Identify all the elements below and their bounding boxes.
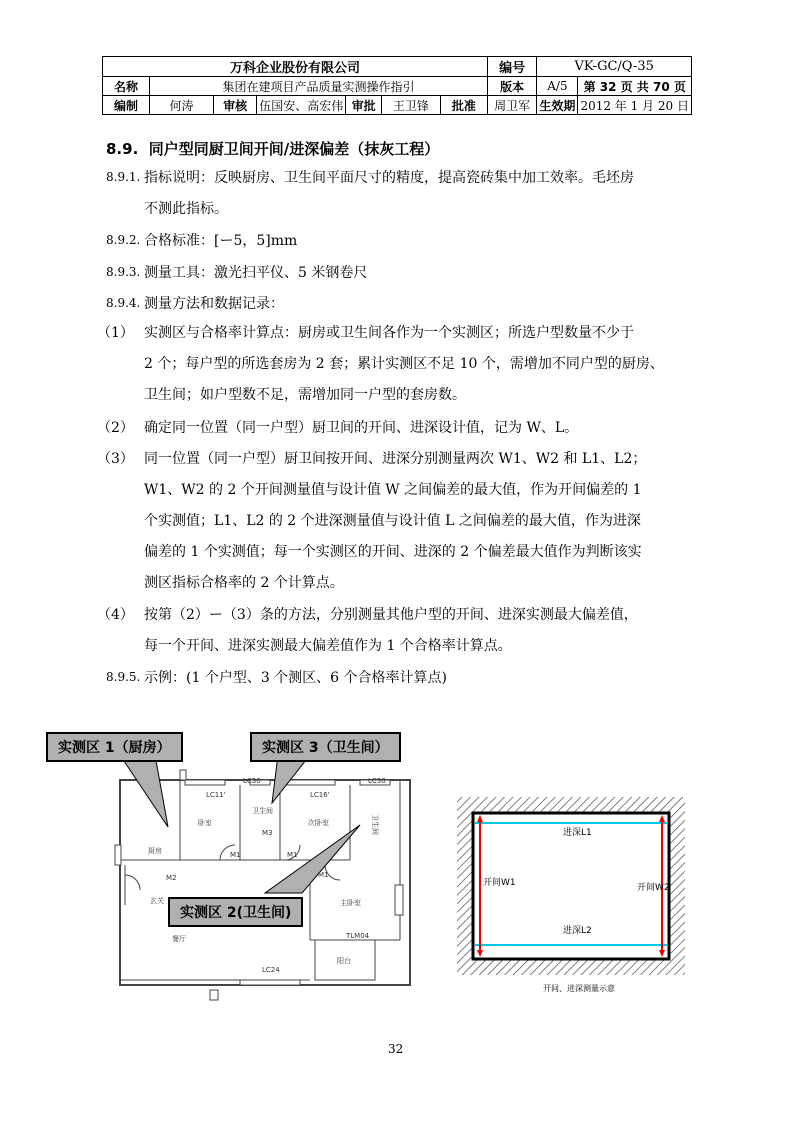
item-number: 8.9.2. <box>106 233 141 247</box>
item-line: 测量方法和数据记录： <box>144 296 284 312</box>
version-value: A/5 <box>537 77 578 96</box>
room-label-master: 主卧室 <box>340 899 361 907</box>
approve1-label: 审批 <box>346 96 382 115</box>
point-line: 每一个开间、进深实测最大偏差值作为 1 个合格率计算点。 <box>144 638 512 654</box>
point-line: 同一位置（同一户型）厨卫间按开间、进深分别测量两次 W1、W2 和 L1、L2； <box>144 451 647 467</box>
point-number: （4） <box>97 607 134 623</box>
callout-zone-1: 实测区 1（厨房） <box>46 732 183 762</box>
point-number: （3） <box>97 451 134 467</box>
label-l2: 进深L2 <box>563 926 592 936</box>
room-label-balcony: 阳台 <box>337 957 351 965</box>
room-label-bath2: 卫生间 <box>371 814 379 835</box>
page-info: 第 32 页 共 70 页 <box>578 77 692 96</box>
room-label-bedroom2: 次卧室 <box>308 819 329 827</box>
point-line: 测区指标合格率的 2 个计算点。 <box>144 575 344 591</box>
caption-measure: 开间、进深测量示意 <box>543 984 615 993</box>
approve2-value: 周卫军 <box>487 96 537 115</box>
room-label-bedroom: 卧室 <box>198 819 212 827</box>
room-label-entry: 玄关 <box>150 897 164 905</box>
callout-zone-2: 实测区 2(卫生间) <box>168 897 303 927</box>
effective-value: 2012 年 1 月 20 日 <box>578 96 692 115</box>
page-number: 32 <box>388 1042 404 1056</box>
callout-zone-3: 实测区 3（卫生间） <box>250 732 401 762</box>
item-line: 合格标准：[ー5，5]mm <box>144 233 298 249</box>
point-number: （2） <box>97 420 134 436</box>
review-label: 审核 <box>214 96 257 115</box>
code-label: 编号 <box>487 57 537 77</box>
mark-lc11: LC11' <box>206 791 226 799</box>
mark-tlm04: TLM04 <box>346 932 370 940</box>
mark-m3: M3 <box>262 829 273 837</box>
point-line: 卫生间；如户型数不足，需增加同一户型的套房数。 <box>144 387 466 403</box>
item-line: 指标说明：反映厨房、卫生间平面尺寸的精度，提高瓷砖集中加工效率。毛坯房 <box>144 170 634 186</box>
name-value: 集团在建项目产品质量实测操作指引 <box>150 77 488 96</box>
editor-value: 何涛 <box>150 96 214 115</box>
label-w1: 开间W1 <box>483 878 516 888</box>
name-label: 名称 <box>103 77 150 96</box>
mark-lc16: LC16' <box>310 791 330 799</box>
section-number: 8.9. <box>106 140 139 158</box>
item-line: 测量工具：激光扫平仪、5 米钢卷尺 <box>144 265 368 281</box>
point-line: 偏差的 1 个实测值；每一个实测区的开间、进深的 2 个偏差最大值作为判断该实 <box>144 544 642 560</box>
point-line: 2 个；每户型的所选套房为 2 套；累计实测区不足 10 个，需增加不同户型的厨房、 <box>144 356 664 372</box>
mark-m1: M1 <box>287 851 298 859</box>
company-name: 万科企业股份有限公司 <box>103 57 488 77</box>
point-number: （1） <box>97 325 134 341</box>
approve1-value: 王卫锋 <box>381 96 440 115</box>
floor-plan-figure <box>40 725 440 1025</box>
label-w2: 开间W2 <box>637 883 670 893</box>
point-line: 实测区与合格率计算点：厨房或卫生间各作为一个实测区；所选户型数量不少于 <box>144 325 634 341</box>
mark-m1: M1 <box>318 871 329 879</box>
mark-m1: M1 <box>230 851 241 859</box>
item-number: 8.9.5. <box>106 670 141 684</box>
measurement-schematic <box>455 795 695 1005</box>
room-label-bath1: 卫生间 <box>252 807 273 815</box>
version-label: 版本 <box>487 77 537 96</box>
room-label-dining: 餐厅 <box>172 935 186 943</box>
mark-m2: M2 <box>166 874 177 882</box>
approve2-label: 批准 <box>440 96 487 115</box>
effective-label: 生效期 <box>537 96 578 115</box>
item-number: 8.9.1. <box>106 170 141 184</box>
document-header-table <box>102 56 692 115</box>
room-label-kitchen: 厨房 <box>148 847 162 855</box>
point-line: 按第（2）ー（3）条的方法，分别测量其他户型的开间、进深实测最大偏差值， <box>144 607 638 623</box>
mark-lc30b: LC30 <box>368 777 386 785</box>
review-value: 伍国安、高宏伟 <box>257 96 346 115</box>
section-title-text: 同户型同厨卫间开间/进深偏差（抹灰工程） <box>148 140 440 158</box>
code-value: VK-GC/Q-35 <box>537 57 692 77</box>
item-line: 不测此指标。 <box>144 201 228 217</box>
mark-lc24: LC24 <box>262 966 280 974</box>
point-line: W1、W2 的 2 个开间测量值与设计值 W 之间偏差的最大值，作为开间偏差的 1 <box>144 482 642 498</box>
label-l1: 进深L1 <box>563 828 592 838</box>
point-line: 个实测值；L1、L2 的 2 个进深测量值与设计值 L 之间偏差的最大值，作为进深 <box>144 513 641 529</box>
section-title <box>106 138 439 159</box>
mark-lc30a: LC30 <box>243 777 261 785</box>
item-number: 8.9.3. <box>106 265 141 279</box>
editor-label: 编制 <box>103 96 150 115</box>
item-number: 8.9.4. <box>106 296 141 310</box>
point-line: 确定同一位置（同一户型）厨卫间的开间、进深设计值，记为 W、L。 <box>144 420 579 436</box>
example-line: 示例：(1 个户型、3 个测区、6 个合格率计算点) <box>144 670 447 686</box>
